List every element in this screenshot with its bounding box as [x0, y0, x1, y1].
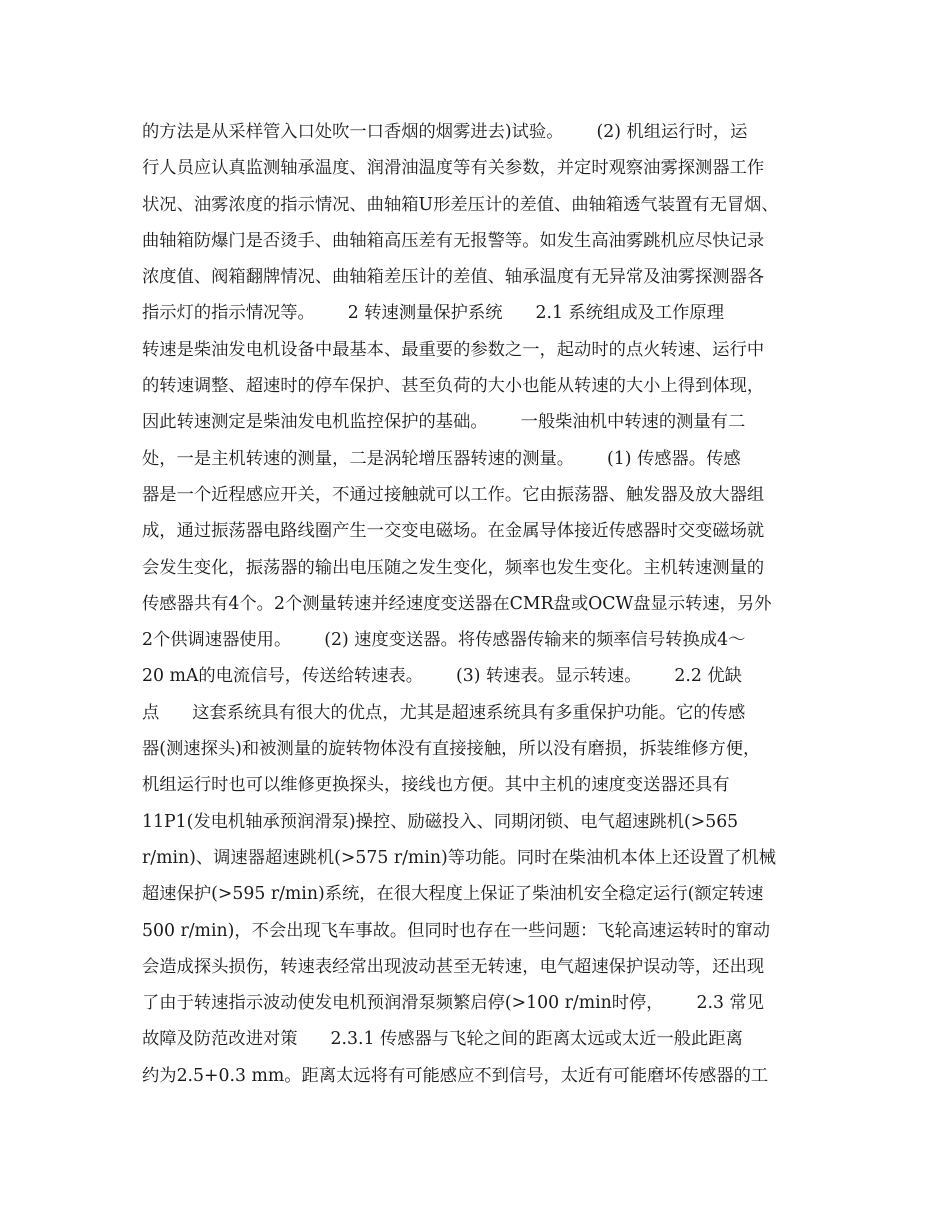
- text-line: 器(测速探头)和被测量的旋转物体没有直接接触，所以没有磨损，拆装维修方便，: [142, 739, 761, 760]
- text-line: 点 这套系统具有很大的优点，尤其是超速系统具有多重保护功能。它的传感: [142, 702, 746, 723]
- text-line: 机组运行时也可以维修更换探头，接线也方便。其中主机的速度变送器还具有: [142, 775, 730, 796]
- text-line: 传感器共有4个。2个测量转速并经速度变送器在CMR盘或OCW盘显示转速，另外: [142, 593, 772, 614]
- text-line: 了由于转速指示波动使发电机预润滑泵频繁启停(>100 r/min时停， 2.3 常见: [142, 993, 765, 1014]
- text-line: 20 mA的电流信号，传送给转速表。 (3) 转速表。显示转速。 2.2 优缺: [142, 666, 742, 687]
- text-line: 转速是柴油发电机设备中最基本、最重要的参数之一，起动时的点火转速、运行中: [142, 339, 765, 360]
- text-line: 会发生变化，振荡器的输出电压随之发生变化，频率也发生变化。主机转速测量的: [142, 557, 765, 578]
- text-line: 11P1(发电机轴承预润滑泵)操控、励磁投入、同期闭锁、电气超速跳机(>565: [142, 811, 739, 832]
- text-line: 2个供调速器使用。 (2) 速度变送器。将传感器传输来的频率信号转换成4～: [142, 630, 746, 651]
- text-line: 会造成探头损伤，转速表经常出现波动甚至无转速，电气超速保护误动等，还出现: [142, 956, 765, 977]
- text-line: 超速保护(>595 r/min)系统，在很大程度上保证了柴油机安全稳定运行(额定转速: [142, 884, 764, 905]
- text-line: 的方法是从采样管入口处吹一口香烟的烟雾进去)试验。 (2) 机组运行时，运: [142, 122, 748, 142]
- text-line: 成，通过振荡器电路线圈产生一交变电磁场。在金属导体接近传感器时交变磁场就: [142, 521, 765, 542]
- body-text: [142, 114, 832, 1094]
- text-line: 曲轴箱防爆门是否烫手、曲轴箱高压差有无报警等。如发生高油雾跳机应尽快记录: [142, 230, 765, 251]
- text-line: 500 r/min)，不会出现飞车事故。但同时也存在一些问题：飞轮高速运转时的窜动: [142, 920, 771, 941]
- text-line: 器是一个近程感应开关，不通过接触就可以工作。它由振荡器、触发器及放大器组: [142, 484, 765, 505]
- text-line: 浓度值、阀箱翻牌情况、曲轴箱差压计的差值、轴承温度有无异常及油雾探测器各: [142, 267, 765, 288]
- text-line: 状况、油雾浓度的指示情况、曲轴箱U形差压计的差值、曲轴箱透气装置有无冒烟、: [142, 194, 779, 215]
- text-line: 约为2.5+0.3 mm。距离太远将有可能感应不到信号，太近有可能磨坏传感器的工: [142, 1065, 769, 1086]
- text-line: 因此转速测定是柴油发电机监控保护的基础。 一般柴油机中转速的测量有二: [142, 412, 746, 433]
- text-line: 的转速调整、超速时的停车保护、甚至负荷的大小也能从转速的大小上得到体现，: [142, 376, 765, 397]
- text-line: 行人员应认真监测轴承温度、润滑油温度等有关参数，并定时观察油雾探测器工作: [142, 158, 765, 179]
- text-line: r/min)、调速器超速跳机(>575 r/min)等功能。同时在柴油机本体上还设置了机械: [142, 847, 777, 868]
- text-line: 指示灯的指示情况等。 2 转速测量保护系统 2.1 系统组成及工作原理: [142, 303, 724, 324]
- text-line: 故障及防范改进对策 2.3.1 传感器与飞轮之间的距离太远或太近一般此距离: [142, 1029, 743, 1050]
- text-line: 处，一是主机转速的测量，二是涡轮增压器转速的测量。 (1) 传感器。传感: [142, 448, 741, 469]
